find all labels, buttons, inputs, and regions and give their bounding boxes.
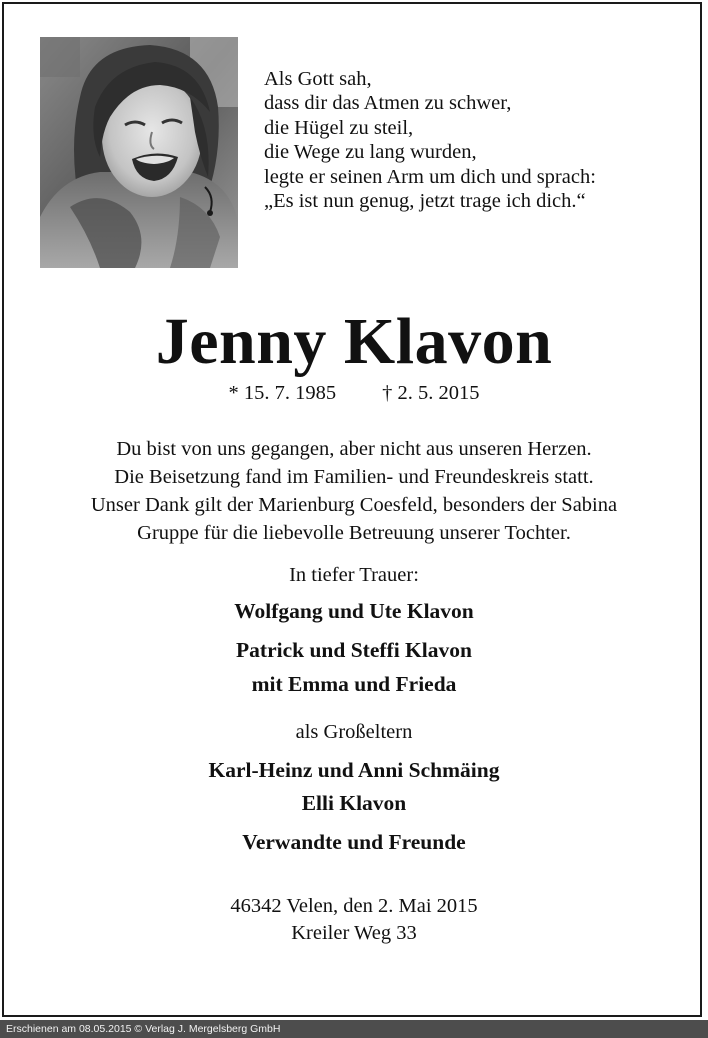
- message-line: Unser Dank gilt der Marienburg Coesfeld, besonders der Sabina: [90, 494, 618, 516]
- place-and-date: 46342 Velen, den 2. Mai 2015: [230, 895, 478, 917]
- street-address: Kreiler Weg 33: [291, 922, 417, 944]
- mourner-sibling: Patrick und Steffi Klavon: [236, 638, 472, 662]
- memorial-message: [4, 435, 704, 547]
- message-line: Du bist von uns gegangen, aber nicht aus unseren Herzen.: [116, 438, 592, 460]
- message-line: Die Beisetzung fand im Familien- und Freundeskreis statt.: [114, 466, 594, 488]
- deceased-name: Jenny Klavon: [155, 305, 553, 378]
- obituary-notice: [2, 2, 702, 1017]
- poem-line: legte er seinen Arm um dich und sprach:: [264, 165, 596, 188]
- poem-line: die Wege zu lang wurden,: [264, 141, 477, 164]
- poem-line: „Es ist nun genug, jetzt trage ich dich.“: [264, 190, 586, 213]
- poem-line: dass dir das Atmen zu schwer,: [264, 92, 512, 115]
- death-date: † 2. 5. 2015: [382, 382, 480, 404]
- grandparents-1: Karl-Heinz und Anni Schmäing: [208, 758, 500, 782]
- publication-footer: Erschienen am 08.05.2015 © Verlag J. Mergelsberg GmbH: [0, 1020, 708, 1038]
- message-line: Gruppe für die liebevolle Betreuung unserer Tochter.: [137, 522, 571, 544]
- poem-line: die Hügel zu steil,: [264, 116, 414, 139]
- relatives-and-friends: Verwandte und Freunde: [242, 830, 466, 854]
- birth-date: * 15. 7. 1985: [228, 382, 337, 404]
- portrait-image: [40, 37, 238, 268]
- mourning-intro: In tiefer Trauer:: [289, 564, 419, 586]
- life-dates: [4, 381, 704, 405]
- grandparents-2: Elli Klavon: [301, 791, 407, 815]
- poem-line: Als Gott sah,: [264, 68, 372, 90]
- poem: [264, 67, 596, 213]
- mourner-parents: Wolfgang und Ute Klavon: [234, 599, 474, 623]
- portrait-photo: [40, 37, 238, 268]
- mourner-sibling-children: mit Emma und Frieda: [251, 672, 457, 696]
- grandparents-label: als Großeltern: [295, 721, 413, 743]
